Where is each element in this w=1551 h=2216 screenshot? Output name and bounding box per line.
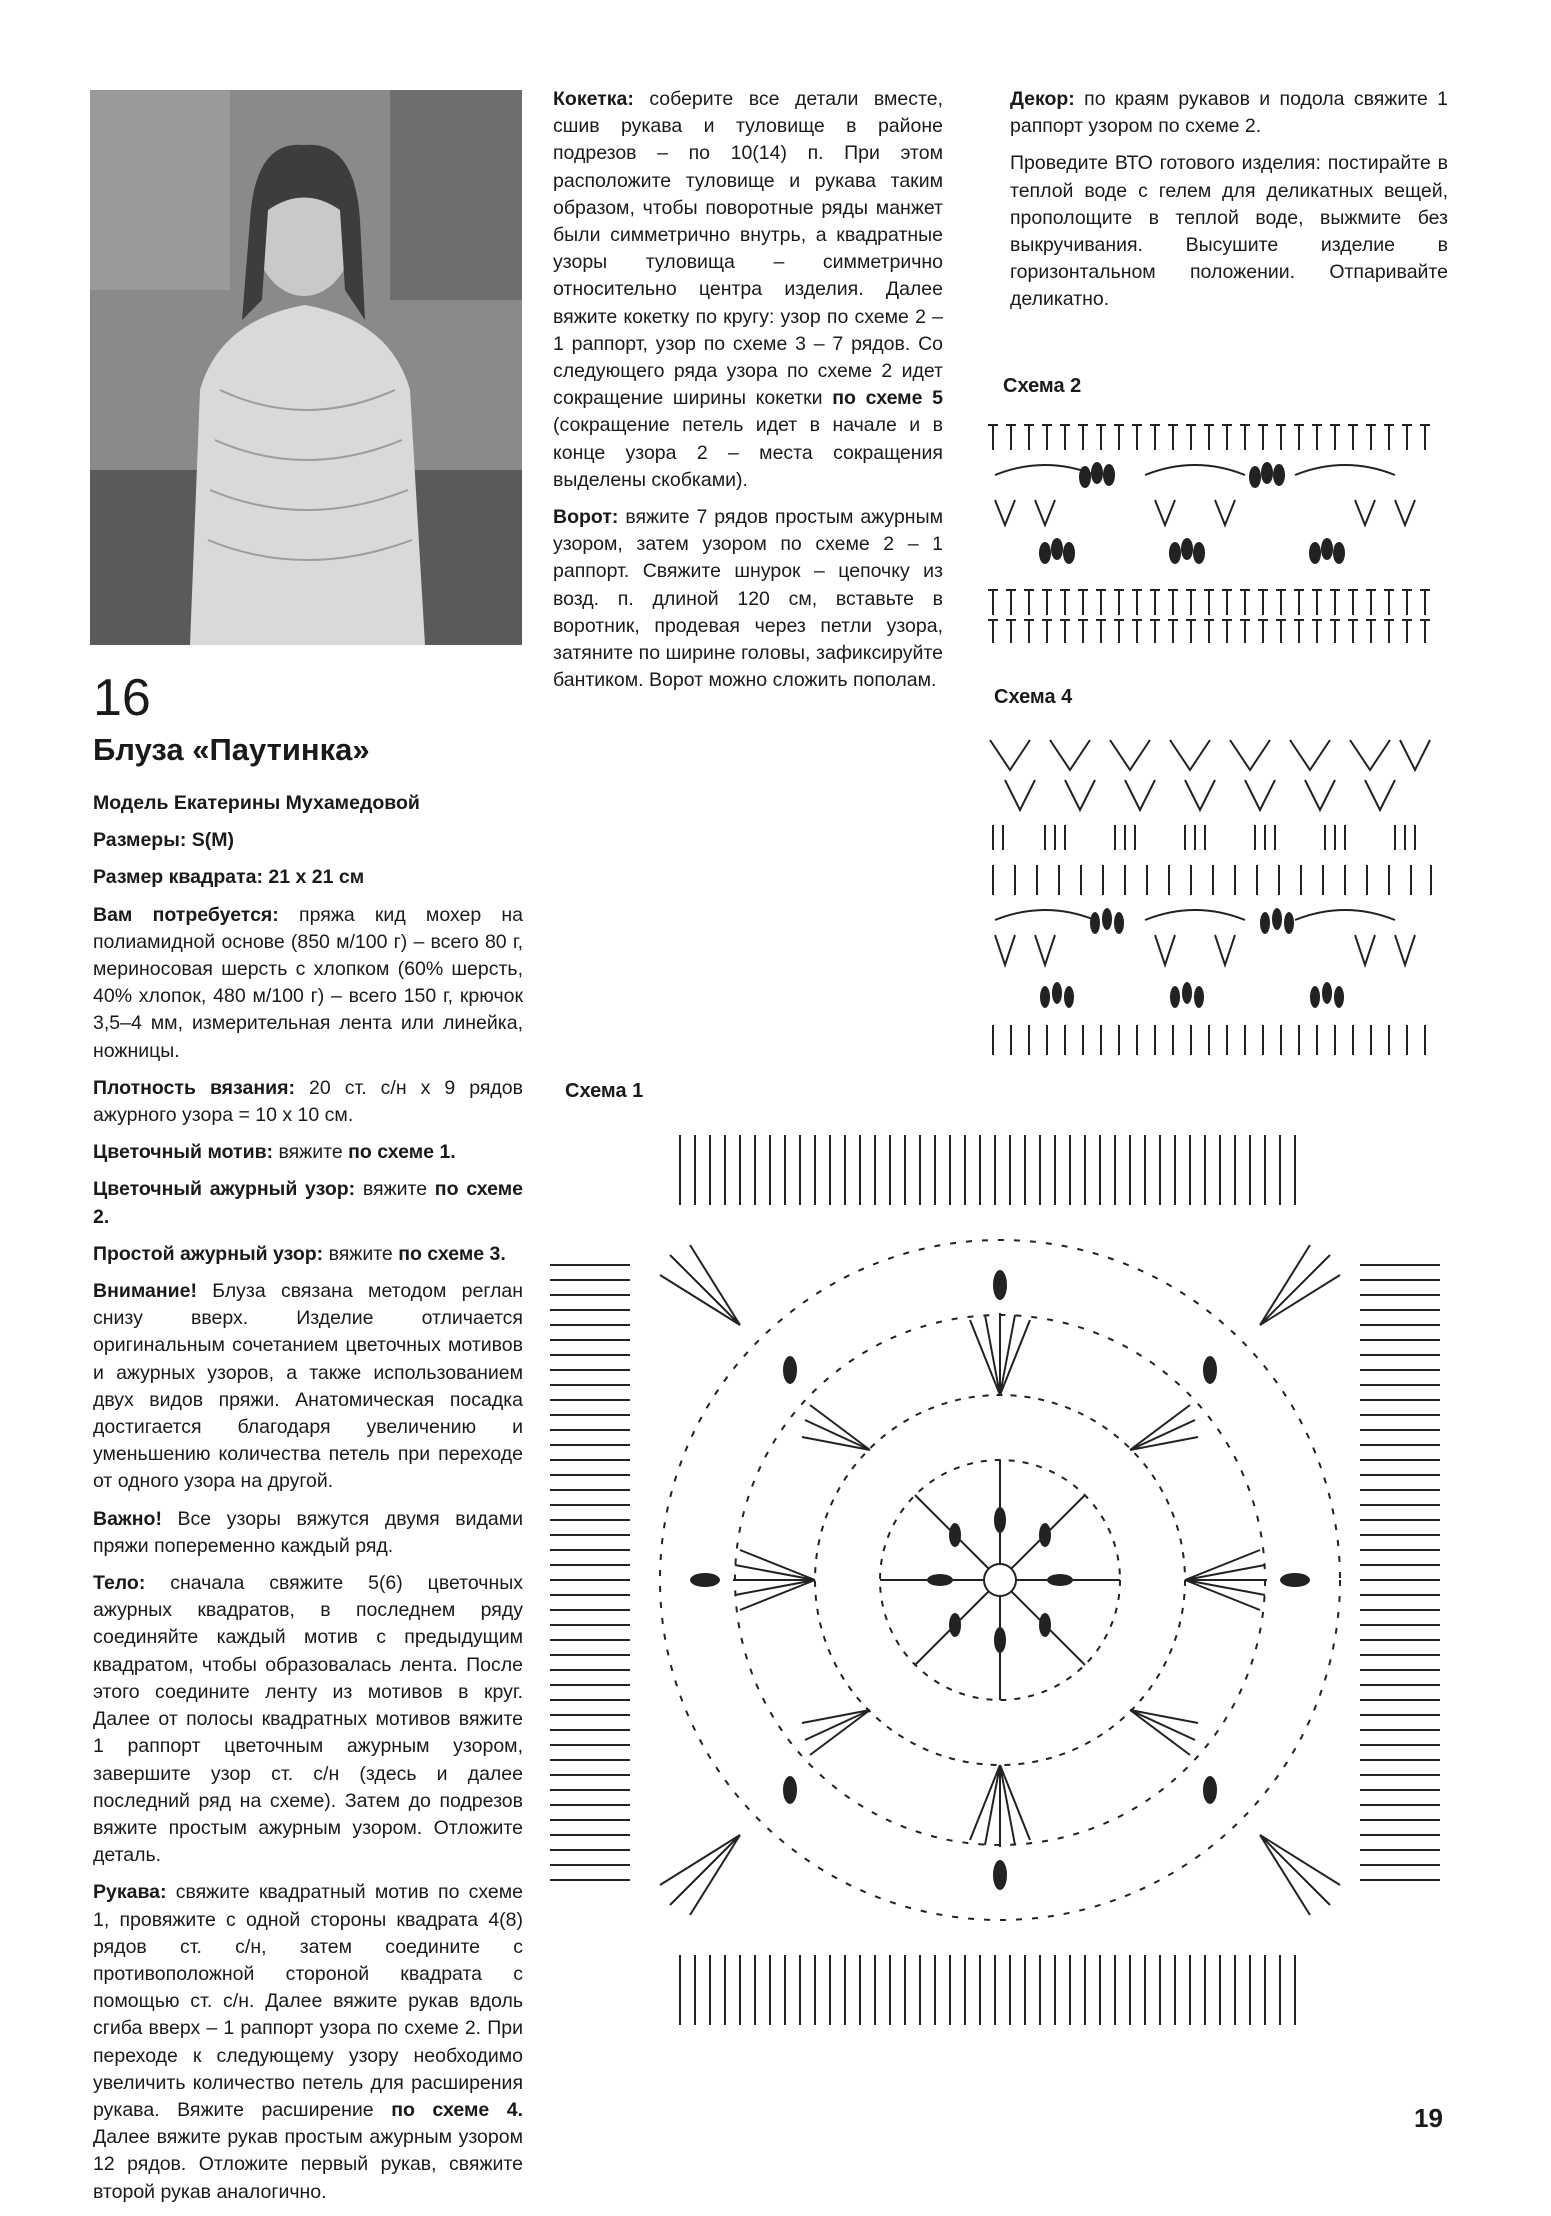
density-paragraph: Плотность вязания: 20 ст. с/н х 9 рядов ажурного узора = 10 х 10 см. [93, 1076, 523, 1127]
scheme-2-top-row [988, 425, 1430, 450]
author-line: Модель Екатерины Мухамедовой [93, 792, 420, 814]
sizes-line: Размеры: S(M) [93, 829, 235, 852]
simple-lace-paragraph: Простой ажурный узор: вяжите по схеме 3. [93, 1242, 506, 1265]
important-paragraph: Важно! Все узоры вяжутся двумя видами пряжи попеременно каждый ряд. [93, 1507, 523, 1557]
scheme-1-left-rows [550, 1265, 630, 1880]
text-column-1 [93, 790, 523, 2216]
sleeves-paragraph: Рукава: свяжите квадратный мотив по схеме 1, провяжите с одной стороны квадрата 4(8) рядов ст. с/н, затем соедините с противоположной стороной квадрата с помощью ст. с/н. Далее вяжите рукав вдоль сгиба вверх – 1 раппорт узора по схеме 2. При переходе к следующему узору необходимо увеличить количество петель для расширения рукава. Вяжите расширение по схеме 4. Далее вяжите рукав простым ажурным узором 12 рядов. Отложите первый рукав, свяжите второй рукав аналогично. [93, 1881, 524, 2203]
scheme-1-diagram [540, 1125, 1460, 2035]
scheme-4-label: Схема 4 [994, 686, 1073, 708]
yoke-paragraph: Кокетка: соберите все детали вместе, сшив рукава и туловище в районе подрезов – по 10(14) п. При этом расположите туловище и рукава таким образом, чтобы поворотные ряды манжет были симметрично внутрь, а квадратные узоры туловища – симметрично относительно центра изделия. Далее вяжите кокетку по кругу: узор по схеме 2 – 1 раппорт, узор по схеме 3 – 7 рядов. Со следующего ряда узора по схеме 2 идет сокращение ширины кокетки по схеме 5 (сокращение петель идет в начале и в конце узора 2 – места сокращения выделены скобками). [553, 88, 943, 491]
scheme-2-label: Схема 2 [1003, 375, 1082, 397]
scheme-1-bottom-columns [680, 1955, 1295, 2025]
article-title: Блуза «Паутинка» [93, 732, 370, 767]
photo-illustration [90, 90, 522, 645]
body-paragraph: Тело: сначала свяжите 5(6) цветочных ажурных квадратов, в последнем ряду соединяйте каждый мотив с предыдущим квадратом, чтобы образовалась лента. После этого соедините ленту из мотивов в круг. Далее от полосы квадратных мотивов вяжите 1 раппорт цветочным ажурным узором, завершите узор ст. с/н (здесь и далее последний ряд на схеме). Затем до подрезов вяжите простым ажурным узором. Отложите деталь. [93, 1572, 523, 1867]
flower-motif-paragraph: Цветочный мотив: вяжите по схеме 1. [93, 1141, 456, 1164]
scheme-1-top-columns [680, 1135, 1295, 1205]
scheme-1-right-rows [1360, 1265, 1440, 1880]
model-photo [90, 90, 522, 645]
decor-paragraph: Декор: по краям рукавов и подола свяжите 1 раппорт узором по схеме 2. [1010, 88, 1448, 138]
scheme-2-diagram [985, 415, 1445, 645]
materials-paragraph: Вам потребуется: пряжа кид мохер на полиамидной основе (850 м/100 г) – всего 80 г, мериносовая шерсть с хлопком (60% шерсть, 40% хлопок, 480 м/100 г) – всего 150 г, крючок 3,5–4 мм, измерительная лента или линейка, ножницы. [93, 903, 524, 1062]
collar-paragraph: Ворот: вяжите 7 рядов простым ажурным узором, затем узором по схеме 2 – 1 раппорт. Свяжите шнурок – цепочку из возд. п. длиной 120 см, вставьте в воротник, продевая через петли узора, затяните по ширине головы, зафиксируйте бантиком. Ворот можно сложить пополам. [553, 506, 943, 692]
attention-paragraph: Внимание! Блуза связана методом реглан снизу вверх. Изделие отличается оригинальным сочетанием цветочных мотивов и ажурных узоров, а также использованием двух видов пряжи. Анатомическая посадка достигается благодаря увеличению и уменьшению количества петель при переходе от одного узора на другой. [93, 1280, 524, 1493]
scheme-4-diagram [985, 725, 1445, 1065]
text-column-3 [1010, 86, 1448, 324]
text-column-2 [553, 86, 943, 704]
square-size-line: Размер квадрата: 21 х 21 см [93, 866, 365, 889]
page-number: 19 [1414, 2103, 1443, 2133]
scheme-1-label: Схема 1 [565, 1080, 644, 1102]
scheme-1-spokes [880, 1460, 1120, 1700]
flower-lace-paragraph: Цветочный ажурный узор: вяжите по схеме 2. [93, 1178, 524, 1228]
article-number: 16 [93, 669, 151, 727]
care-paragraph: Проведите ВТО готового изделия: постирайте в теплой воде с гелем для деликатных вещей, прополощите в теплой воде, выжмите без выкручивания. Высушите изделие в горизонтальном положении. Отпаривайте деликатно. [1010, 152, 1448, 311]
